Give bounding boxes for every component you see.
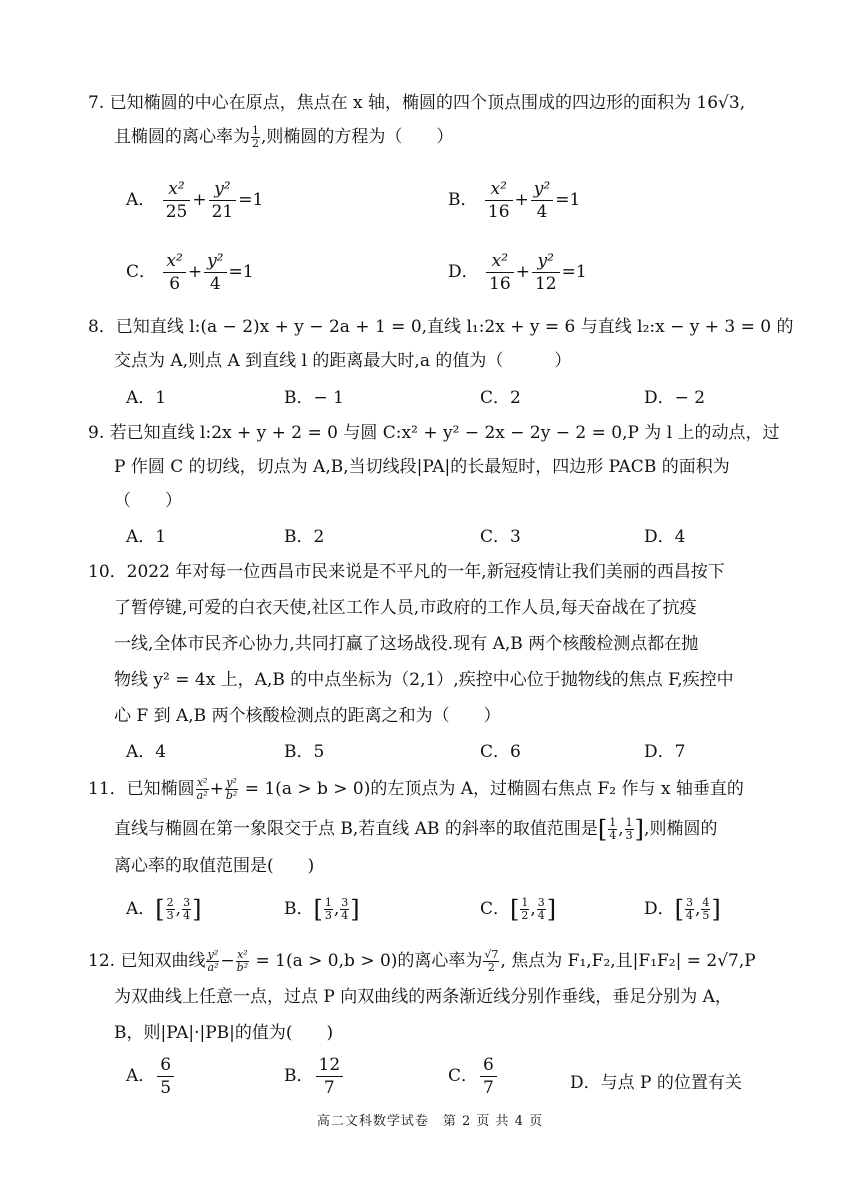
- q8-line2: 交点为 A,则点 A 到直线 l 的距离最大时,a 的值为（ ）: [114, 351, 572, 371]
- q12-line2: 为双曲线上任意一点，过点 P 向双曲线的两条渐近线分别作垂线，垂足分别为 A，: [114, 987, 732, 1007]
- q9-line2: P 作圆 C 的切线，切点为 A,B,当切线段|PA|的长最短时，四边形 PACB 的面积为: [114, 457, 730, 477]
- q7-option-b: B． $\frac{\text{x²}}{16}$ + $\frac{\text{y²}}{4}$ =1: [448, 179, 581, 222]
- q11-option-b: B．[ $\frac{1}{3}$ , $\frac{3}{4}$ ]: [284, 895, 360, 924]
- q8-line1: 8．已知直线 l:(a − 2)x + y − 2a + 1 = 0,直线 l₁:2x + y = 6 与直线 l₂:x − y + 3 = 0 的: [88, 317, 794, 337]
- q10-line3: 一线,全体市民齐心协力,共同打赢了这场战役.现有 A,B 两个核酸检测点都在抛: [114, 634, 699, 654]
- q12-option-a: A． $\frac{6}{5}$: [126, 1054, 176, 1099]
- question-9: [88, 416, 778, 518]
- q11-option-a: A．[ $\frac{2}{3}$ , $\frac{3}{4}$ ]: [126, 895, 202, 924]
- q12-option-c: C． $\frac{6}{7}$: [448, 1054, 499, 1099]
- q9-option-c: C．3: [480, 527, 521, 547]
- q10-option-d: D．7: [644, 742, 686, 762]
- page-footer: 高二文科数学试卷 第 2 页 共 4 页: [316, 1114, 544, 1129]
- q8-option-a: A．1: [126, 388, 167, 408]
- q11-option-d: D．[ $\frac{3}{4}$ , $\frac{4}{5}$ ]: [644, 895, 721, 924]
- q7-line2: 且椭圆的离心率为 $\frac{1}{2}$ ,则椭圆的方程为（ ）: [114, 124, 454, 150]
- q10-line4: 物线 y² = 4x 上，A,B 的中点坐标为（2,1）,疾控中心位于抛物线的焦点 F,疾控中: [114, 670, 734, 690]
- question-11: [88, 772, 778, 883]
- q10-line1: 10．2022 年对每一位西昌市民来说是不平凡的一年,新冠疫情让我们美丽的西昌按下: [88, 562, 725, 582]
- q11-option-c: C．[ $\frac{1}{2}$ , $\frac{3}{4}$ ]: [480, 895, 557, 924]
- question-8: [88, 310, 794, 378]
- question-7: [88, 86, 778, 154]
- q10-line5: 心 F 到 A,B 两个核酸检测点的距离之和为（ ）: [114, 706, 501, 726]
- q12-line3: B，则|PA|·|PB|的值为( ): [114, 1023, 334, 1043]
- q9-option-b: B．2: [284, 527, 325, 547]
- q10-option-c: C．6: [480, 742, 521, 762]
- question-12: [88, 944, 778, 1050]
- q7-option-a: A． $\frac{\text{x²}}{25}$ + $\frac{\text{y²}}{21}$ =1: [126, 179, 264, 222]
- q10-line2: 了暂停键,可爱的白衣天使,社区工作人员,市政府的工作人员,每天奋战在了抗疫: [114, 598, 697, 618]
- q7-option-d: D． $\frac{\text{x²}}{16}$ + $\frac{\text{y²}}{12}$ =1: [448, 251, 587, 294]
- q10-option-b: B．5: [284, 742, 325, 762]
- q12-option-d: D．与点 P 的位置有关: [570, 1073, 742, 1093]
- q9-option-d: D．4: [644, 527, 686, 547]
- q11-line1: 11．已知椭圆 $\frac{\text{x²}}{\text{a²}}$ + $\frac{\text{y²}}{\text{b²}}$ = 1(a > b > 0)的左顶点为 A，过椭圆右焦点 F₂ 作与 x 轴垂直的: [88, 776, 744, 802]
- q12-option-b: B． $\frac{12}{7}$: [284, 1054, 345, 1099]
- q9-line1: 9. 若已知直线 l:2x + y + 2 = 0 与圆 C:x² + y² − 2x − 2y − 2 = 0,P 为 l 上的动点，过: [88, 423, 780, 443]
- q9-option-a: A．1: [126, 527, 167, 547]
- q8-option-c: C．2: [480, 388, 521, 408]
- q9-line3: （ ）: [114, 491, 182, 511]
- q11-line2: 直线与椭圆在第一象限交于点 B,若直线 AB 的斜率的取值范围是[ $\frac{1}{4}$ , $\frac{1}{3}$ ],则椭圆的: [114, 815, 718, 844]
- q10-option-a: A．4: [126, 742, 167, 762]
- q11-line3: 离心率的取值范围是( ): [114, 855, 315, 876]
- question-10: [88, 555, 778, 733]
- q7-eccentricity-fraction: $\frac{1}{2}$: [252, 124, 259, 150]
- q7-option-c: C． $\frac{\text{x²}}{6}$ + $\frac{\text{y²}}{4}$ =1: [126, 251, 254, 294]
- q8-option-b: B．− 1: [284, 388, 344, 408]
- q12-line1: 12. 已知双曲线 $\frac{\text{y²}}{\text{a²}}$ − $\frac{\text{x²}}{\text{b²}}$ = 1(a > 0,b > 0)的离心率为 $\frac{√7}{2}$ , 焦点为 F₁,F₂,且|F₁F₂| = 2√7,P: [88, 948, 756, 974]
- q7-line1: 7. 已知椭圆的中心在原点，焦点在 x 轴，椭圆的四个顶点围成的四边形的面积为 16√3,: [88, 93, 746, 113]
- q8-option-d: D．− 2: [644, 388, 706, 408]
